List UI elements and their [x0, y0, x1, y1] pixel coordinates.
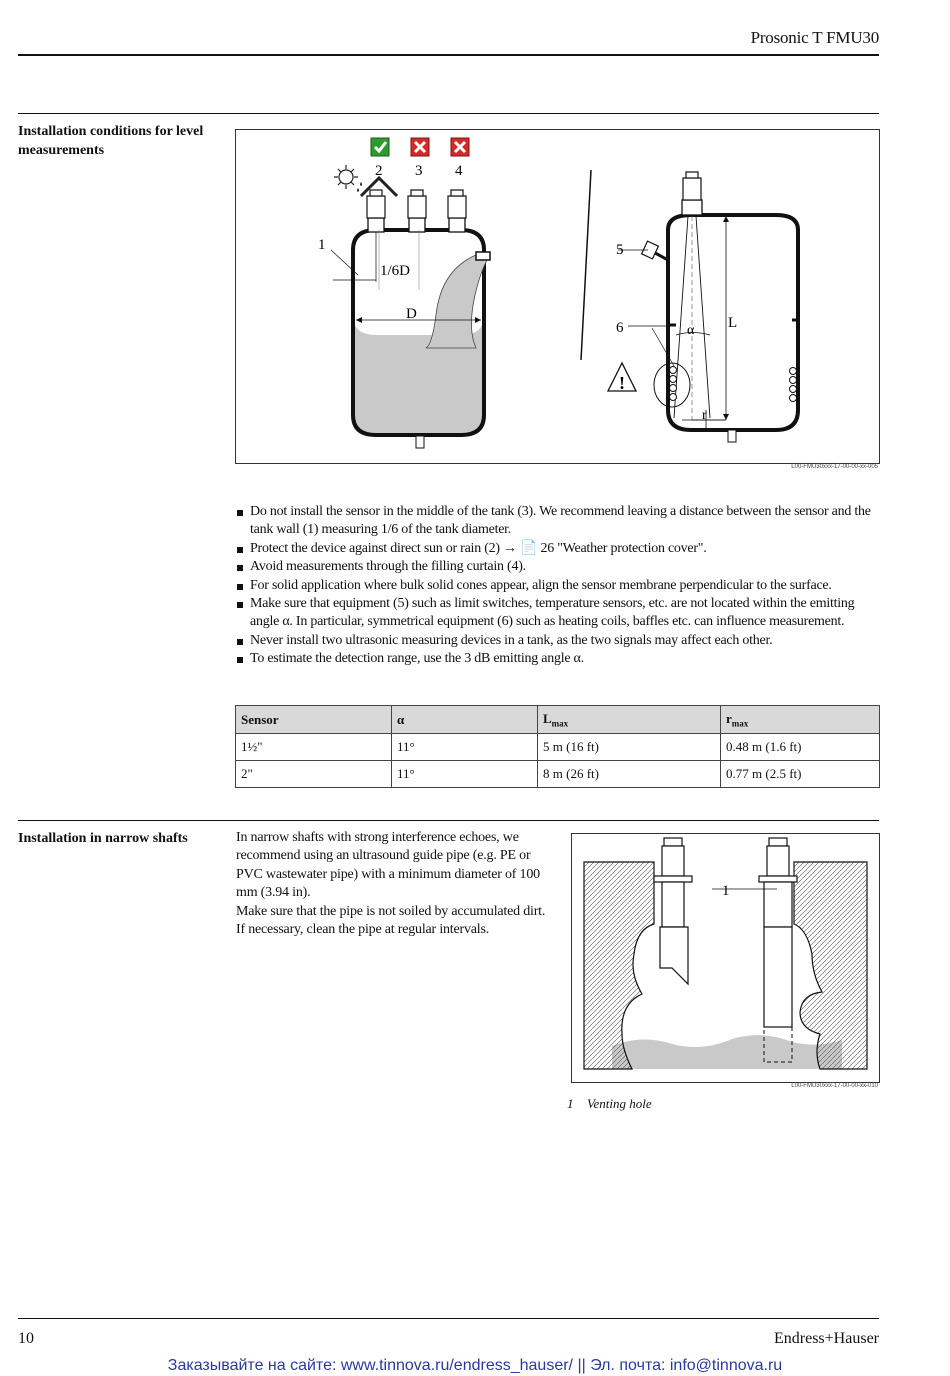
table-header: Sensor: [236, 706, 392, 734]
shafts-text: [236, 829, 554, 939]
label-d: D: [406, 306, 417, 322]
label-one-sixth-d: 1/6D: [380, 263, 410, 279]
sun-icon: [334, 165, 358, 189]
table-header: $r_{max}$: [721, 706, 880, 734]
section-divider: [18, 820, 879, 821]
label-l: L: [728, 315, 738, 331]
list-item: For solid application where bulk solid cones appear, align the sensor membrane perpendicular to the surface.: [236, 577, 886, 595]
warning-mark: !: [619, 373, 625, 393]
table-cell: 1½": [236, 734, 392, 761]
section-divider: [18, 113, 879, 114]
table-header: α: [392, 706, 538, 734]
label-1: 1: [722, 883, 730, 899]
figure-code: L00-FMU30xxx-17-00-00-xx-010: [791, 1083, 878, 1089]
list-item: To estimate the detection range, use the 3 dB emitting angle α.: [236, 650, 886, 668]
check-icon: [371, 138, 389, 156]
tank-installation-figure: [235, 129, 880, 464]
promo-link[interactable]: Заказывайте на сайте: www.tinnova.ru/endress_hauser/ || Эл. почта: info@tinnova.ru: [167, 1357, 783, 1374]
figure-code: L00-FMU30xxx-17-00-00-xx-005: [791, 464, 878, 470]
table-header-row: [236, 706, 880, 734]
paragraph: Make sure that the pipe is not soiled by accumulated dirt. If necessary, clean the pipe at regular intervals.: [236, 903, 546, 938]
divider-slash: [581, 170, 591, 360]
list-item: Never install two ultrasonic measuring devices in a tank, as the two signals may affect each other.: [236, 632, 886, 650]
shaft-diagram: [572, 834, 879, 1082]
sensor-range-table: [235, 705, 880, 788]
label-5: 5: [616, 242, 624, 258]
table-row: [236, 761, 880, 788]
table-cell: 0.77 m (2.5 ft): [721, 761, 880, 788]
list-item: Do not install the sensor in the middle of the tank (3). We recommend leaving a distance between the sensor and the tank wall (1) measuring 1/6 of the tank diameter.: [236, 503, 886, 540]
table-cell: 8 m (26 ft): [538, 761, 721, 788]
list-item: Make sure that equipment (5) such as limit switches, temperature sensors, etc. are not located within the emitting angle α. In particular, symmetrical equipment (6) such as heating coils, baffles etc. can influence measurement.: [236, 595, 886, 632]
figure-legend: [567, 1096, 652, 1112]
document-title: Prosonic T FMU30: [750, 28, 879, 47]
shaft-figure: [571, 833, 880, 1083]
rain-icon: [357, 182, 362, 192]
label-1: 1: [318, 237, 326, 253]
section-heading-level: Installation conditions for level measurements: [18, 124, 204, 158]
paragraph: In narrow shafts with strong interference echoes, we recommend using an ultrasound guide pipe (e.g. PE or PVC wastewater pipe) with a minimum diameter of 100 mm (3.94 in).: [236, 830, 540, 901]
installation-bullets: [236, 503, 886, 669]
list-item: Protect the device against direct sun or rain (2) → 📄 26 "Weather protection cover".: [236, 540, 886, 558]
label-2: 2: [375, 163, 383, 179]
list-item: Avoid measurements through the filling curtain (4).: [236, 558, 886, 576]
label-4: 4: [455, 163, 463, 179]
legend-number: 1: [567, 1096, 574, 1111]
label-r: r: [702, 408, 707, 423]
label-3: 3: [415, 163, 423, 179]
table-cell: 11°: [392, 761, 538, 788]
label-6: 6: [616, 320, 624, 336]
table-cell: 5 m (16 ft): [538, 734, 721, 761]
header-rule: [18, 54, 879, 56]
right-tank: [618, 172, 798, 442]
label-alpha: α: [687, 323, 695, 338]
legend-text: Venting hole: [587, 1096, 652, 1111]
table-cell: 11°: [392, 734, 538, 761]
page-number: 10: [18, 1330, 34, 1347]
brand-name: Endress+Hauser: [774, 1330, 879, 1347]
cross-icon: [451, 138, 469, 156]
section-heading-shafts: Installation in narrow shafts: [18, 831, 188, 846]
tank-diagram: [236, 130, 879, 463]
table-row: [236, 734, 880, 761]
cross-icon: [411, 138, 429, 156]
footer-rule: [18, 1318, 879, 1319]
table-cell: 0.48 m (1.6 ft): [721, 734, 880, 761]
table-cell: 2": [236, 761, 392, 788]
table-header: $L_{max}$: [538, 706, 721, 734]
